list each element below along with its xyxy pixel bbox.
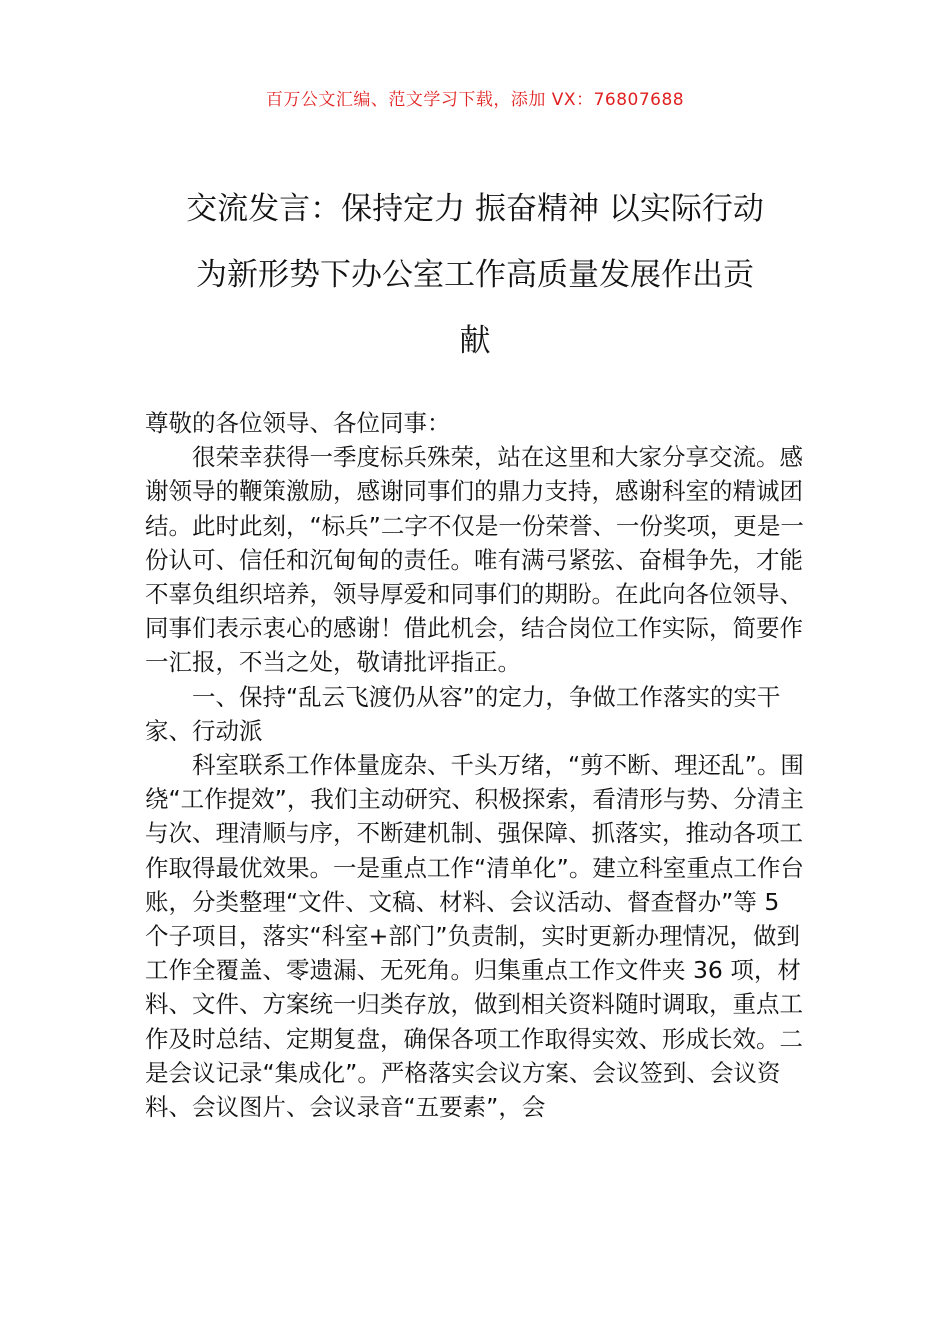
document-body	[145, 406, 810, 1124]
title-line: 献	[459, 323, 491, 359]
watermark-text: 百万公文汇编、范文学习下载，添加 VX：76807688	[265, 90, 685, 110]
section-heading: 一、保持“乱云飞渡仍从容”的定力，争做工作落实的实干家、行动派	[145, 682, 781, 745]
paragraph-intro: 很荣幸获得一季度标兵殊荣，站在这里和大家分享交流。感谢领导的鞭策激励，感谢同事们的鼎力支持，感谢科室的精诚团结。此时此刻，“标兵”二字不仅是一份荣誉、一份奖项，更是一份认可、信任和沉甸甸的责任。唯有满弓紧弦、奋楫争先，才能不辜负组织培养，领导厚爱和同事们的期盼。在此向各位领导、同事们表示衷心的感谢！借此机会，结合岗位工作实际，简要作一汇报，不当之处，敬请批评指正。	[145, 443, 804, 677]
document-title	[130, 176, 820, 374]
title-line: 为新形势下办公室工作高质量发展作出贡	[196, 257, 754, 293]
title-line: 交流发言：保持定力 振奋精神 以实际行动	[186, 191, 764, 227]
salutation: 尊敬的各位领导、各位同事：	[145, 409, 451, 437]
paragraph-section-1: 科室联系工作体量庞杂、千头万绪，“剪不断、理还乱”。围绕“工作提效”，我们主动研究、积极探索，看清形与势、分清主与次、理清顺与序，不断建机制、强保障、抓落实，推动各项工作取得最优效果。一是重点工作“清单化”。建立科室重点工作台账，分类整理“文件、文稿、材料、会议活动、督查督办”等 5 个子项目，落实“科室+部门”负责制，实时更新办理情况，做到工作全覆盖、零遗漏、无死角。归集重点工作文件夹 36 项，材料、文件、方案统一归类存放，做到相关资料随时调取，重点工作及时总结、定期复盘，确保各项工作取得实效、形成长效。二是会议记录“集成化”。严格落实会议方案、会议签到、会议资料、会议图片、会议录音“五要素”，会	[145, 751, 804, 1122]
